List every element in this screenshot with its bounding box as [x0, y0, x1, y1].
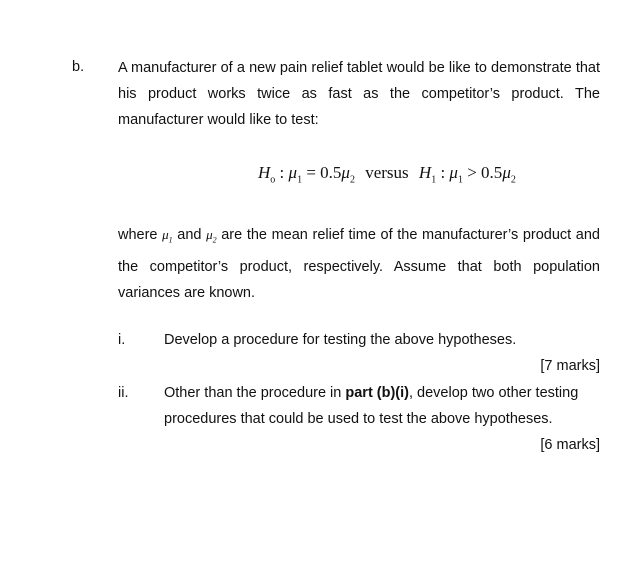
question-intro: A manufacturer of a new pain relief tablet would be like to demonstrate that his product works twice as fast as the competitor’s product. The manufacturer would like to test: [118, 60, 600, 128]
item-marks: [6 marks] [540, 437, 600, 453]
item-number: i. [118, 332, 126, 348]
mu-symbol: μ [449, 163, 458, 182]
item-text: Develop a procedure for testing the above hypotheses. [164, 332, 517, 348]
formula-versus: versus [365, 163, 409, 182]
mu-symbol: μ [341, 163, 350, 182]
mu-symbol: μ [206, 227, 213, 242]
formula-equals: = 0.5 [302, 163, 342, 182]
hypotheses-formula [258, 163, 516, 185]
item-marks: [7 marks] [540, 358, 600, 374]
and-word: and [172, 227, 207, 243]
mu-symbol: μ [162, 227, 169, 242]
where-word: where [118, 227, 163, 243]
mu-subscript: 2 [212, 235, 217, 245]
alt-hypothesis-symbol: H [418, 163, 432, 182]
question-label: b. [72, 59, 85, 75]
where-paragraph [118, 222, 600, 306]
item-number: ii. [118, 385, 129, 401]
formula-colon: : [275, 163, 289, 182]
where-rest: are the mean relief time of the manufacturer’s product and the competitor’s product, respectively. Assume that both population variances are known. [118, 227, 601, 301]
mu-symbol: μ [288, 163, 298, 182]
alt-hypothesis-subscript: 1 [431, 174, 437, 186]
mu-subscript: 1 [297, 174, 303, 186]
formula-greater-than: > 0.5 [462, 163, 503, 182]
mu-symbol: μ [502, 163, 511, 182]
mu-subscript: 1 [457, 174, 463, 186]
mu1-symbol [162, 227, 173, 245]
item-text-bold: part (b)(i) [345, 385, 409, 401]
item-text [164, 380, 600, 432]
mu-subscript: 2 [349, 174, 355, 186]
null-hypothesis-subscript: o [270, 174, 276, 186]
formula-colon: : [436, 163, 450, 182]
item-text-after: , develop two other testing procedures that could be used to test the above hypotheses. [164, 385, 579, 427]
null-hypothesis-symbol: H [258, 163, 271, 182]
mu2-symbol [206, 227, 217, 245]
item-text-before: Other than the procedure in [164, 385, 346, 401]
mu-subscript: 1 [168, 235, 173, 245]
mu-subscript: 2 [510, 174, 516, 186]
